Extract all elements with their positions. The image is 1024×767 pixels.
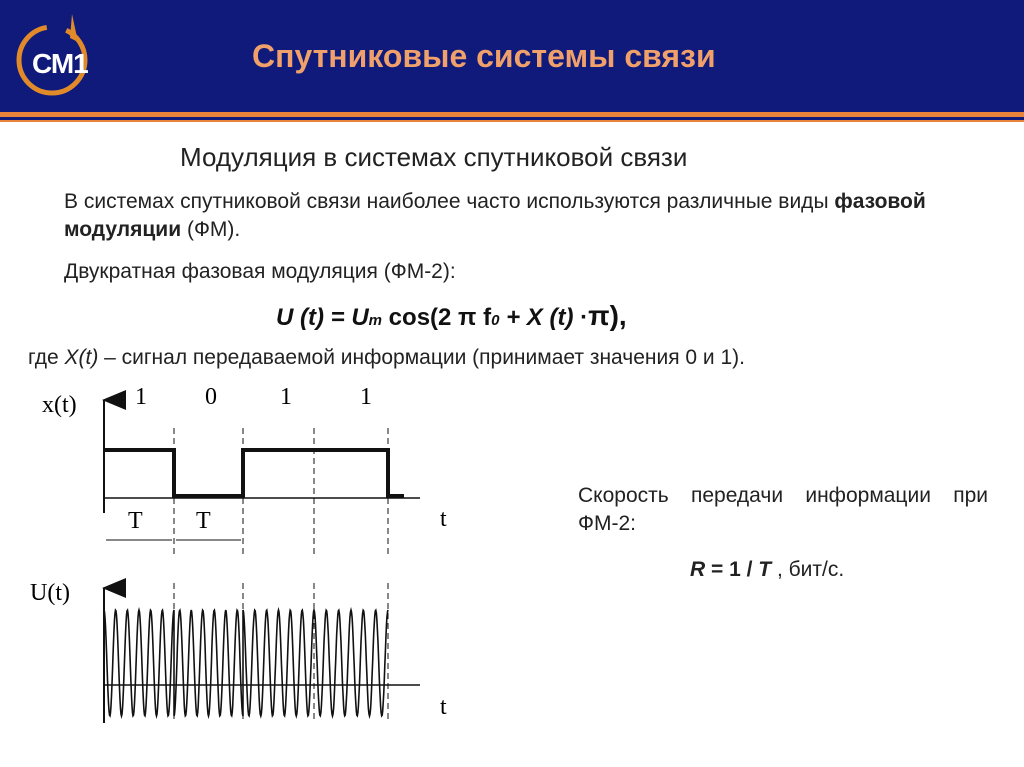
logo-text: СМ1	[32, 48, 88, 79]
formula-sub-m: m	[368, 312, 383, 329]
signal-diagram	[0, 378, 480, 758]
intro-text: В системах спутниковой связи наиболее часто используются различные виды	[64, 190, 835, 213]
formula-lhs: U (t) = U	[276, 304, 369, 331]
bit-label: 1	[280, 384, 292, 410]
formula-cos: cos(2 π f	[382, 304, 492, 331]
formula-dot: ·	[573, 304, 589, 331]
section-subtitle: Модуляция в системах спутниковой связи	[180, 142, 688, 172]
t-axis-label-bottom: t	[440, 694, 447, 720]
where-var: X(t)	[64, 346, 99, 369]
bit-label: 1	[135, 384, 147, 410]
where-prefix: где	[28, 346, 65, 369]
formula-close: ),	[609, 300, 627, 331]
speed-text: Скорость передачи информации при ФМ-2:	[578, 484, 988, 535]
period-label: T	[196, 508, 211, 534]
page-title: Спутниковые системы связи	[252, 38, 716, 74]
x-axis-label: x(t)	[42, 392, 77, 418]
rate-T: T	[758, 558, 772, 581]
bit-label: 0	[205, 384, 217, 410]
rate-R: R	[690, 558, 706, 581]
t-axis-label: t	[440, 506, 447, 532]
rate-formula	[690, 558, 844, 582]
logo	[12, 8, 96, 104]
header-stripe	[0, 120, 1024, 122]
formula-pi: π	[588, 300, 610, 331]
where-explanation	[28, 344, 745, 372]
intro-bold-term: фазовой модуляции	[64, 190, 926, 241]
period-label: T	[128, 508, 143, 534]
u-carrier-waveform	[104, 610, 388, 716]
intro-text-end: (ФМ).	[181, 218, 241, 241]
where-text: – сигнал передаваемой информации (принимает значения 0 и 1).	[98, 346, 745, 369]
rate-unit: , бит/с.	[771, 558, 845, 581]
modulation-formula	[276, 300, 627, 332]
fm2-heading: Двукратная фазовая модуляция (ФМ-2):	[64, 260, 456, 283]
u-axis-label: U(t)	[30, 580, 70, 606]
formula-sub-zero: 0	[491, 312, 500, 329]
intro-paragraph	[64, 188, 964, 244]
x-signal-waveform	[104, 450, 404, 496]
rate-eq: = 1 /	[705, 558, 759, 581]
formula-rest: + X (t)	[499, 304, 574, 331]
bit-label: 1	[360, 384, 372, 410]
